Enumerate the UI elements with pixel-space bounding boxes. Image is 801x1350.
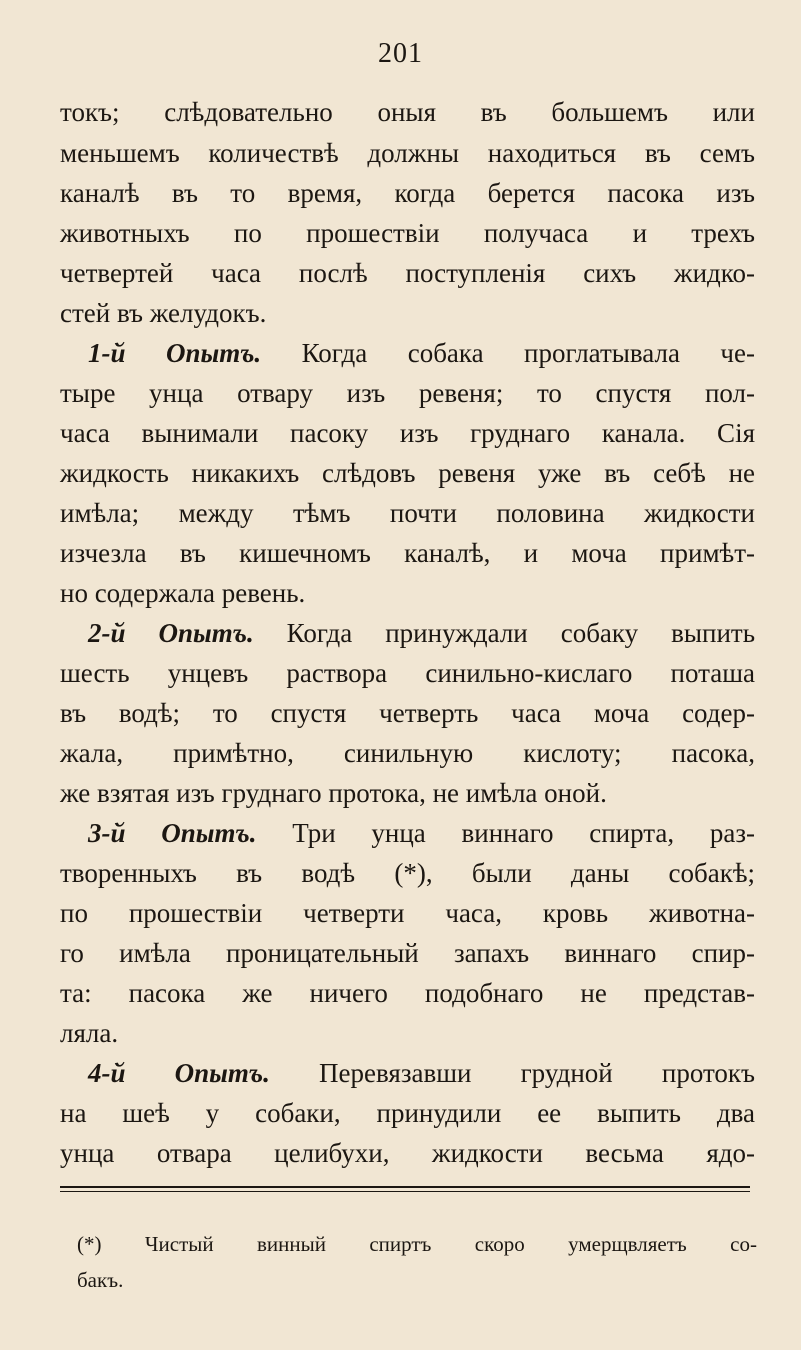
text-line: же взятая изъ груднаго протока, не имѣла оной.: [60, 778, 607, 808]
experiment-text: Когда собака проглатывала че-: [261, 338, 755, 368]
text-line: меньшемъ количествѣ должны находиться въ семъ: [60, 138, 755, 168]
text-line: шесть унцевъ раствора синильно-кислаго поташа: [60, 658, 755, 688]
experiment-1-heading-line: [88, 333, 755, 373]
experiment-label: 3-й Опытъ.: [88, 818, 257, 848]
text-line: по прошествіи четверти часа, кровь животна-: [60, 898, 755, 928]
text-line: имѣла; между тѣмъ почти половина жидкости: [60, 498, 755, 528]
text-line: тыре унца отвару изъ ревеня; то спустя пол-: [60, 378, 755, 408]
experiment-text: Три унца виннаго спирта, раз-: [256, 818, 756, 848]
footnote-line: бакъ.: [77, 1268, 124, 1292]
text-line: жидкость никакихъ слѣдовъ ревеня уже въ себѣ не: [60, 458, 755, 488]
text-line: ляла.: [60, 1018, 119, 1048]
text-line: на шеѣ у собаки, принудили ее выпить два: [60, 1098, 755, 1128]
text-line: часа вынимали пасоку изъ груднаго канала. Сія: [60, 418, 755, 448]
text-line: каналѣ въ то время, когда берется пасока изъ: [60, 178, 755, 208]
footnote-divider-thin: [60, 1191, 750, 1192]
footnote-line: (*) Чистый винный спиртъ скоро умерщвляетъ со-: [77, 1232, 757, 1256]
footnote-divider: [60, 1186, 750, 1188]
text-line: та: пасока же ничего подобнаго не представ-: [60, 978, 755, 1008]
text-line: но содержала ревень.: [60, 578, 306, 608]
experiment-label: 1-й Опытъ.: [88, 338, 262, 368]
text-line: жала, примѣтно, синильную кислоту; пасока,: [60, 738, 755, 768]
experiment-label: 2-й Опытъ.: [88, 618, 254, 648]
experiment-text: Перевязавши грудной протокъ: [269, 1058, 756, 1088]
experiment-2-heading-line: [88, 613, 755, 653]
text-line: четвертей часа послѣ поступленія сихъ жидко-: [60, 258, 755, 288]
text-line: изчезла въ кишечномъ каналѣ, и моча примѣт-: [60, 538, 755, 568]
text-line: унца отвара целибухи, жидкости весьма ядо-: [60, 1138, 755, 1168]
experiment-text: Когда принуждали собаку выпить: [253, 618, 756, 648]
text-line: го имѣла проницательный запахъ виннаго спир-: [60, 938, 755, 968]
experiment-3-heading-line: [88, 813, 755, 853]
text-line: въ водѣ; то спустя четверть часа моча содер-: [60, 698, 755, 728]
experiment-4-heading-line: [88, 1053, 755, 1093]
experiment-label: 4-й Опытъ.: [88, 1058, 270, 1088]
page-number: 201: [378, 38, 423, 69]
text-line: творенныхъ въ водѣ (*), были даны собакѣ;: [60, 858, 755, 888]
text-line: токъ; слѣдовательно оныя въ большемъ или: [60, 97, 755, 127]
text-line: стей въ желудокъ.: [60, 298, 267, 328]
text-line: животныхъ по прошествіи получаса и трехъ: [60, 218, 755, 248]
